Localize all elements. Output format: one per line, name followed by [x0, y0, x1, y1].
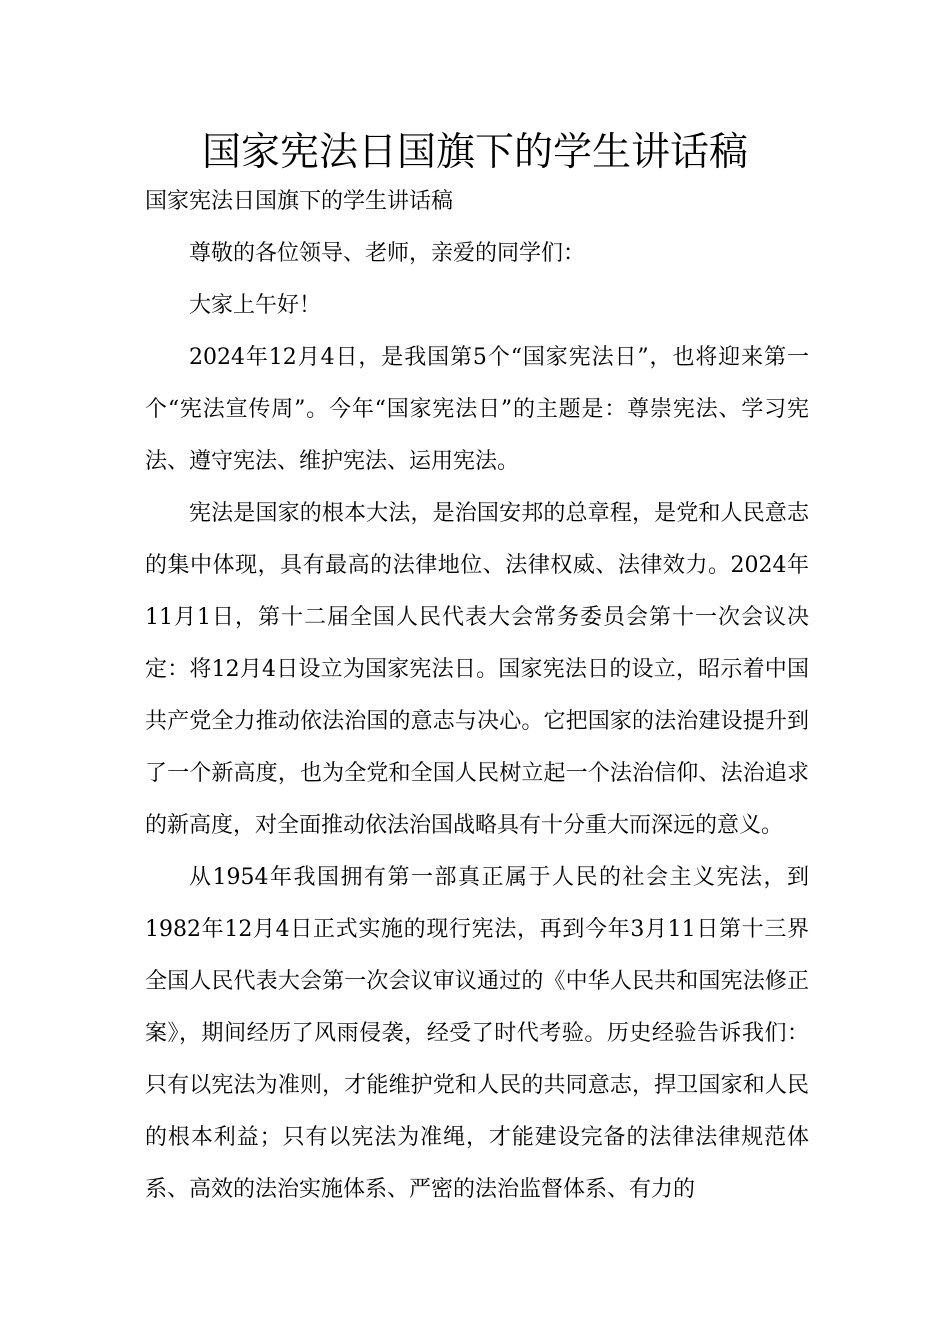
paragraph-history: 从1954年我国拥有第一部真正属于人民的社会主义宪法，到1982年12月4日正式实施的现行宪法，再到今年3月11日第十三界全国人民代表大会第一次会议审议通过的《中华人民共和国宪法修正案》，期间经历了风雨侵袭，经受了时代考验。历史经验告诉我们：只有以宪法为准则，才能维护党和人民的共同意志，捍卫国家和人民的根本利益；只有以宪法为准绳，才能建设完备的法律法律规范体系、高效的法治实施体系、严密的法治监督体系、有力的 — [145, 865, 809, 1202]
paragraph-greeting: 尊敬的各位领导、老师，亲爱的同学们： — [189, 241, 586, 266]
document-subtitle: 国家宪法日国旗下的学生讲话稿 — [145, 189, 454, 214]
paragraph-constitution: 宪法是国家的根本大法，是治国安邦的总章程，是党和人民意志的集中体现，具有最高的法律地位、法律权威、法律效力。2024年11月1日，第十二届全国人民代表大会常务委员会第十一次会议决定：将12月4日设立为国家宪法日。国家宪法日的设立，昭示着中国共产党全力推动依法治国的意志与决心。它把国家的法治建设提升到了一个新高度，也为全党和全国人民树立起一个法治信仰、法治追求的新高度，对全面推动依法治国战略具有十分重大而深远的意义。 — [145, 501, 809, 838]
paragraph-theme: 2024年12月4日，是我国第5个“国家宪法日”，也将迎来第一个“宪法宣传周”。今年“国家宪法日”的主题是：尊崇宪法、学习宪法、遵守宪法、维护宪法、运用宪法。 — [145, 345, 809, 474]
document-title: 国家宪法日国旗下的学生讲话稿 — [201, 130, 748, 175]
document-body — [145, 176, 809, 1216]
paragraph-hello: 大家上午好！ — [189, 293, 322, 318]
